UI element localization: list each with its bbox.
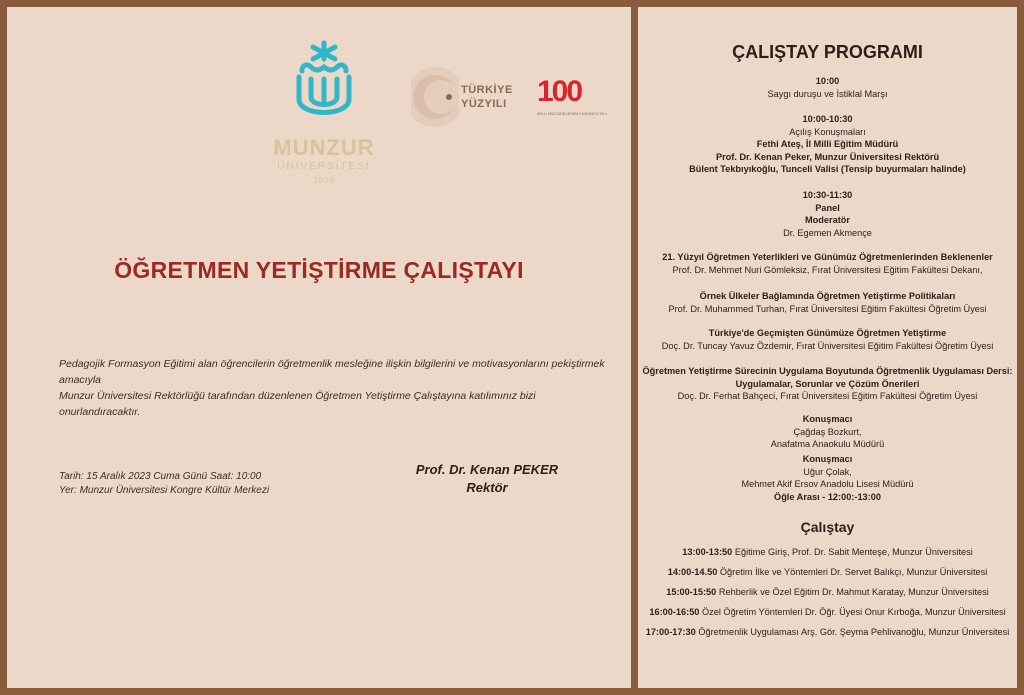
topic-title: Öğretmen Yetiştirme Sürecinin Uygulama Boyutunda Öğretmenlik Uygulaması Dersi:	[642, 366, 1013, 376]
panel-time: 10:30-11:30	[802, 190, 853, 200]
workshop-title: Çalıştay	[800, 519, 855, 535]
topic-speaker: Doç. Dr. Tuncay Yavuz Özdemir, Fırat Üniversitesi Eğitim Fakültesi Öğretim Üyesi	[661, 340, 994, 351]
turkiye-logo-line1: TÜRKİYE	[461, 84, 513, 96]
session-time: 17:00-17:30	[645, 627, 696, 637]
session-time: 13:00-13:50	[682, 547, 733, 557]
topic-item	[638, 365, 1017, 403]
session-item	[638, 606, 1017, 618]
session-time: 16:00-16:50	[649, 607, 700, 617]
signer-name: Prof. Dr. Kenan PEKER	[415, 462, 559, 477]
speaker-label: Konuşmacı	[802, 414, 853, 424]
speaker-line: Bülent Tekbıyıkoğlu, Tunceli Valisi (Tensip buyurmaları halinde)	[689, 164, 966, 174]
speaker-name: Çağdaş Bozkurt,	[793, 426, 862, 437]
speaker-block	[638, 413, 1017, 451]
session-text: Özel Öğretim Yöntemleri Dr. Öğr. Üyesi Onur Kırboğa, Munzur Üniversitesi	[701, 607, 1006, 617]
topic-speaker: Prof. Dr. Mehmet Nuri Gömleksiz, Fırat Üniversitesi Eğitim Fakültesi Dekanı,	[672, 264, 983, 275]
crescent-star-icon	[411, 62, 459, 132]
topic-item	[638, 290, 1017, 315]
moderator-name: Dr. Egemen Akmençe	[783, 227, 872, 238]
centennial-100-logo: 100	[537, 75, 582, 108]
event-date: Tarih: 15 Aralık 2023 Cuma Günü Saat: 10:00	[59, 471, 262, 482]
session-text: Rehberlik ve Özel Eğitim Dr. Mahmut Karatay, Munzur Üniversitesi	[718, 587, 989, 597]
session-item	[638, 546, 1017, 558]
speaker-role: Mehmet Akif Ersov Anadolu Lisesi Müdürü	[741, 479, 914, 489]
session-text: Öğretmenlik Uygulaması Arş. Gör. Şeyma Pehlivanoğlu, Munzur Üniversitesi	[698, 627, 1010, 637]
event-details	[59, 470, 319, 498]
topic-item	[638, 327, 1017, 352]
signature-block	[387, 461, 587, 497]
session-item	[638, 586, 1017, 598]
speaker-role: Anafatma Anaokulu Müdürü	[770, 439, 885, 449]
session-text: Eğitime Giriş, Prof. Dr. Sabit Menteşe, Munzur Üniversitesi	[734, 547, 973, 557]
speaker-line: Fethi Ateş, İl Milli Eğitim Müdürü	[756, 139, 899, 149]
lunch-break: Öğle Arası - 12:00:-13:00	[774, 491, 881, 502]
munzur-logo-name: MUNZUR	[273, 135, 375, 160]
centennial-caption: MİLLİ MÜCADELE'NİN YÜZÜNCÜ YILI	[537, 111, 607, 116]
session-item	[638, 626, 1017, 638]
program-title: ÇALIŞTAY PROGRAMI	[732, 42, 923, 62]
moderator-label: Moderatör	[805, 215, 850, 225]
topic-title: 21. Yüzyıl Öğretmen Yeterlikleri ve Günümüz Öğretmenlerinden Beklenenler	[662, 252, 993, 262]
topic-title: Örnek Ülkeler Bağlamında Öğretmen Yetiştirme Politikaları	[699, 291, 956, 301]
speeches-time: 10:00-10:30	[802, 114, 853, 124]
turkiye-logo-line2: YÜZYILI	[461, 98, 507, 110]
program-speeches	[638, 113, 1017, 176]
program-opening	[638, 75, 1017, 100]
speaker-label: Konuşmacı	[802, 454, 853, 464]
session-time: 15:00-15:50	[666, 587, 717, 597]
speaker-name: Uğur Çolak,	[803, 466, 852, 477]
event-place: Yer: Munzur Üniversitesi Kongre Kültür Merkezi	[59, 485, 270, 496]
topic-speaker: Doç. Dr. Ferhat Bahçeci, Fırat Üniversitesi Eğitim Fakültesi Öğretim Üyesi	[677, 391, 978, 401]
speeches-label: Açılış Konuşmaları	[789, 126, 866, 137]
opening-text: Saygı duruşu ve İstiklal Marşı	[767, 88, 888, 99]
panel-label: Panel	[815, 202, 840, 213]
session-time: 14:00-14.50	[667, 567, 718, 577]
signer-title: Rektör	[466, 480, 508, 495]
munzur-logo-year: 2008	[313, 176, 335, 185]
panel-divider	[631, 0, 638, 695]
opening-time: 10:00	[815, 76, 840, 86]
page-title: ÖĞRETMEN YETİŞTİRME ÇALIŞTAYI	[114, 257, 524, 283]
invitation-panel	[7, 7, 631, 688]
munzur-emblem-icon	[269, 37, 379, 133]
topic-item	[638, 251, 1017, 276]
topic-title: Uygulamalar, Sorunlar ve Çözüm Önerileri	[735, 378, 920, 389]
invitation-line: Munzur Üniversitesi Rektörlüğü tarafından düzenlenen Öğretmen Yetiştirme Çalıştayına katılımınız bizi onurlandıracaktır.	[59, 390, 536, 418]
invitation-line: Pedagojik Formasyon Eğitimi alan öğrencilerin öğretmenlik mesleğine ilişkin bilgilerini ve motivasyonlarını pekiştirmek amacıyla	[59, 358, 605, 386]
topic-title: Türkiye'de Geçmişten Günümüze Öğretmen Yetiştirme	[708, 328, 947, 338]
program-panel	[638, 7, 1017, 688]
session-item	[638, 566, 1017, 578]
session-text: Öğretim İlke ve Yöntemleri Dr. Servet Balıkçı, Munzur Üniversitesi	[719, 567, 988, 577]
speaker-line: Prof. Dr. Kenan Peker, Munzur Üniversitesi Rektörü	[715, 151, 940, 162]
turkiye-yuzyili-logo	[411, 62, 607, 132]
topic-speaker: Prof. Dr. Muhammed Turhan, Fırat Üniversitesi Eğitim Fakültesi Öğretim Üyesi	[668, 303, 987, 314]
program-panel-session	[638, 189, 1017, 239]
munzur-logo-sub: ÜNİVERSİTESİ	[277, 161, 371, 172]
speaker-block	[638, 453, 1017, 503]
munzur-university-logo	[269, 37, 379, 197]
invitation-text	[59, 356, 619, 420]
